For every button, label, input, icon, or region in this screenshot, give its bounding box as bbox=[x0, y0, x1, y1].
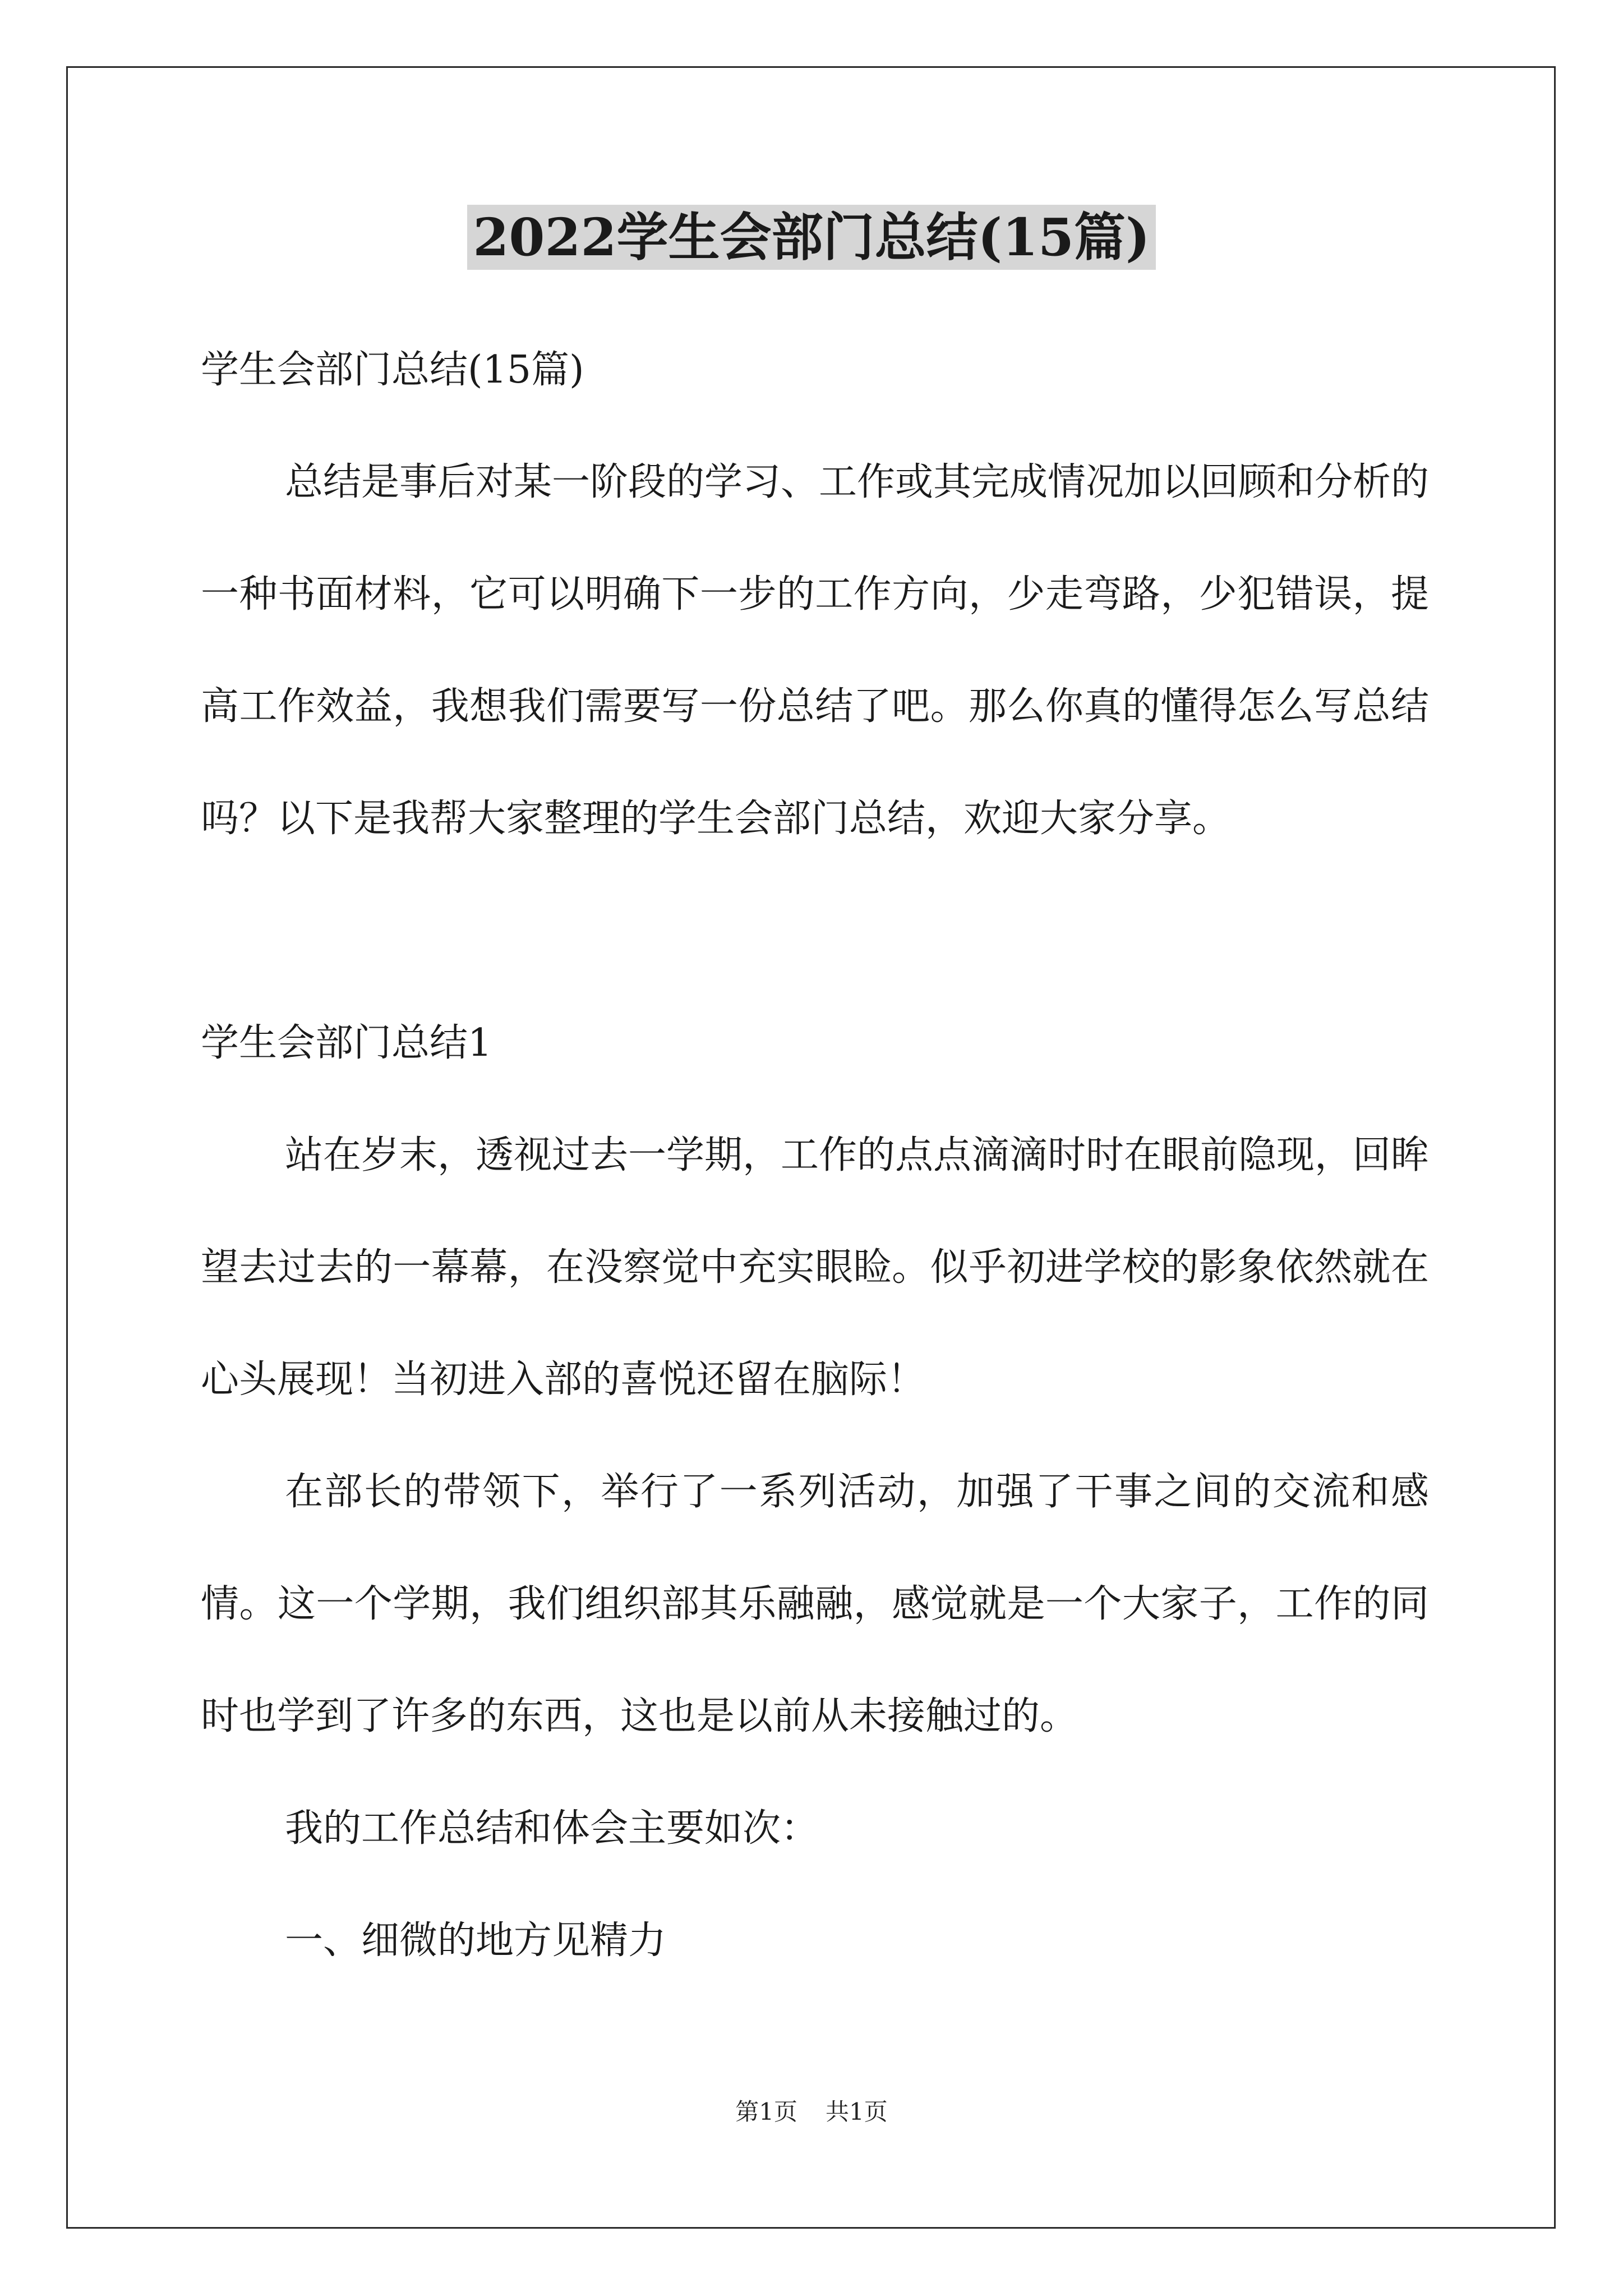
intro-paragraph: 总结是事后对某一阶段的学习、工作或其完成情况加以回顾和分析的一种书面材料，它可以明确下一步的工作方向，少走弯路，少犯错误，提高工作效益，我想我们需要写一份总结了吧。那么你真的懂得怎么写总结吗？以下是我帮大家整理的学生会部门总结，欢迎大家分享。 bbox=[201, 460, 1430, 841]
body-paragraph: 我的工作总结和体会主要如次： bbox=[285, 1806, 819, 1851]
section-heading: 学生会部门总结1 bbox=[201, 1021, 492, 1065]
page-number: 第1页 bbox=[735, 2098, 797, 2125]
page-footer bbox=[0, 2095, 1623, 2129]
page-total: 共1页 bbox=[826, 2098, 888, 2125]
document-title bbox=[0, 201, 1623, 274]
document-subtitle: 学生会部门总结(15篇) bbox=[201, 348, 584, 392]
document-body bbox=[201, 314, 1429, 1997]
subsection-heading: 一、细微的地方见精力 bbox=[285, 1918, 667, 1963]
body-paragraph: 在部长的带领下，举行了一系列活动，加强了干事之间的交流和感情。这一个学期，我们组织部其乐融融，感觉就是一个大家子，工作的同时也学到了许多的东西，这也是以前从未接触过的。 bbox=[201, 1470, 1429, 1738]
paragraph-gap bbox=[201, 875, 1429, 987]
document-title-text: 2022学生会部门总结(15篇) bbox=[467, 205, 1155, 270]
body-paragraph: 站在岁末，透视过去一学期，工作的点点滴滴时时在眼前隐现，回眸望去过去的一幕幕，在没察觉中充实眼睑。似乎初进学校的影象依然就在心头展现！当初进入部的喜悦还留在脑际！ bbox=[201, 1133, 1430, 1402]
